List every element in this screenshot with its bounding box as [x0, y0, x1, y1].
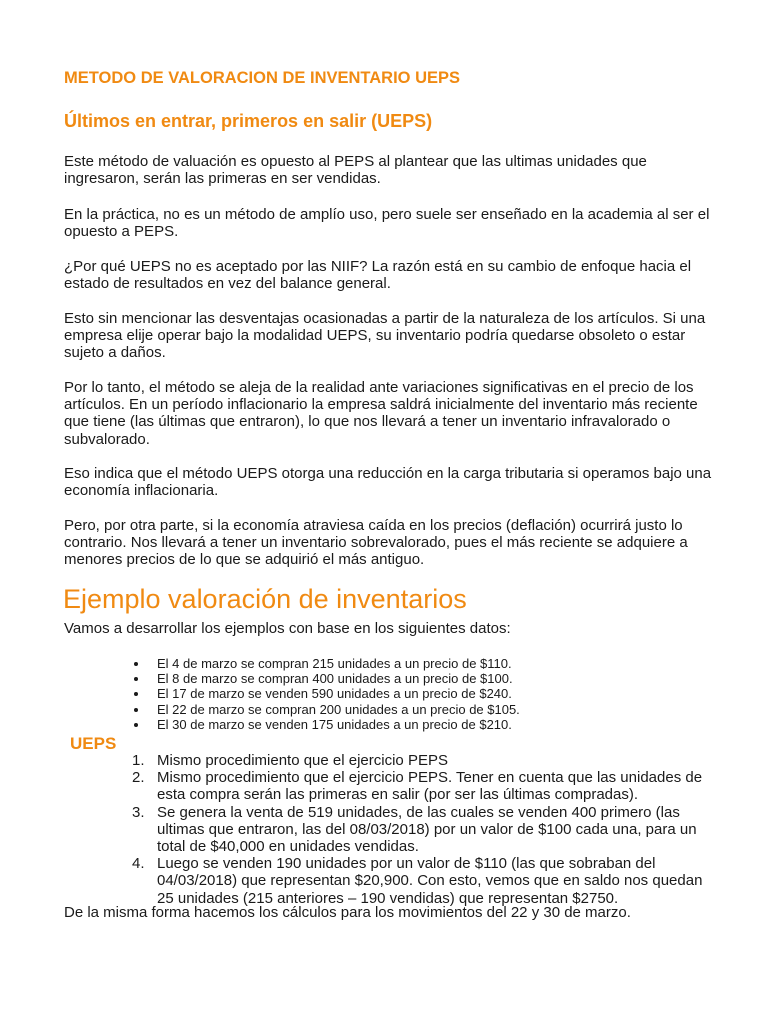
step-text: Se genera la venta de 519 unidades, de las cuales se venden 400 primero (las ultimas que entraron, las del 08/03/2018) por un valor de $100 cada una, para un total de $40,000 en unidades vendidas.	[157, 803, 697, 856]
bullet-icon	[134, 677, 138, 681]
ueps-section-label: UEPS	[70, 734, 117, 753]
bullet-icon	[134, 662, 138, 666]
closing-paragraph: De la misma forma hacemos los cálculos para los movimientos del 22 y 30 de marzo.	[64, 904, 631, 921]
step-text: Luego se venden 190 unidades por un valor de $110 (las que sobraban del 04/03/2018) que representan $20,900. Con esto, vemos que en saldo nos quedan 25 unidades (215 anteriores – 190 vendidas) que representan $2750.	[157, 855, 703, 907]
list-item	[132, 717, 520, 732]
paragraph-3: ¿Por qué UEPS no es aceptado por las NIIF? La razón está en su cambio de enfoque hacia el estado de resultados en vez del balance general.	[64, 258, 692, 293]
bullet-icon	[134, 708, 138, 712]
bullet-text: El 17 de marzo se venden 590 unidades a un precio de $240.	[157, 686, 512, 702]
paragraph-5: Por lo tanto, el método se aleja de la realidad ante variaciones significativas en el precio de los artículos. En un período inflacionario la empresa saldrá inicialmente del inventario más reciente que tiene (las últimas que entraron), lo que nos llevará a tener un inventario infravalorado o subvalorado.	[64, 379, 698, 448]
step-text: Mismo procedimiento que el ejercicio PEPS. Tener en cuenta que las unidades de esta compra serán las primeras en salir (por ser las últimas compradas).	[157, 769, 703, 804]
list-item	[132, 656, 520, 671]
document-subtitle: Últimos en entrar, primeros en salir (UEPS)	[64, 111, 433, 131]
bullet-text: El 22 de marzo se compran 200 unidades a un precio de $105.	[157, 701, 520, 717]
bullet-icon	[134, 692, 138, 696]
document-title: METODO DE VALORACION DE INVENTARIO UEPS	[64, 69, 461, 87]
step-number: 1.	[132, 752, 145, 769]
paragraph-7: Pero, por otra parte, si la economía atraviesa caída en los precios (deflación) ocurrirá justo lo contrario. Nos llevará a tener un inventario sobrevalorado, pues el más reciente se adquiere a menores precios de lo que se adquirió el más antiguo.	[64, 517, 688, 569]
paragraph-1: Este método de valuación es opuesto al PEPS al plantear que las ultimas unidades que ingresaron, serán las primeras en ser vendidas.	[64, 153, 647, 188]
paragraph-6: Eso indica que el método UEPS otorga una reducción en la carga tributaria si operamos bajo una economía inflacionaria.	[64, 465, 712, 500]
list-item	[132, 671, 520, 686]
example-heading: Ejemplo valoración de inventarios	[63, 584, 467, 614]
bullet-text: El 4 de marzo se compran 215 unidades a un precio de $110.	[157, 656, 512, 671]
step-number: 4.	[132, 855, 145, 873]
step-text: Mismo procedimiento que el ejercicio PEPS	[157, 752, 448, 769]
step-item	[132, 769, 712, 803]
paragraph-4: Esto sin mencionar las desventajas ocasionadas a partir de la naturaleza de los artículos. Si una empresa elije operar bajo la modalidad UEPS, su inventario podría quedarse obsoleto o estar sujeto a daños.	[64, 310, 706, 362]
step-item	[132, 855, 712, 907]
steps-list	[132, 752, 712, 907]
bullet-text: El 30 de marzo se venden 175 unidades a un precio de $210.	[157, 716, 512, 732]
step-number: 3.	[132, 803, 145, 821]
step-item	[132, 752, 712, 769]
list-item	[132, 702, 520, 717]
example-lead: Vamos a desarrollar los ejemplos con base en los siguientes datos:	[64, 620, 511, 637]
paragraph-2: En la práctica, no es un método de amplío uso, pero suele ser enseñado en la academia al ser el opuesto a PEPS.	[64, 206, 710, 241]
list-item	[132, 686, 520, 701]
bullet-icon	[134, 723, 138, 727]
step-item	[132, 804, 712, 856]
bullet-text: El 8 de marzo se compran 400 unidades a un precio de $100.	[157, 671, 513, 687]
data-bullet-list	[132, 656, 520, 732]
step-number: 2.	[132, 769, 145, 787]
